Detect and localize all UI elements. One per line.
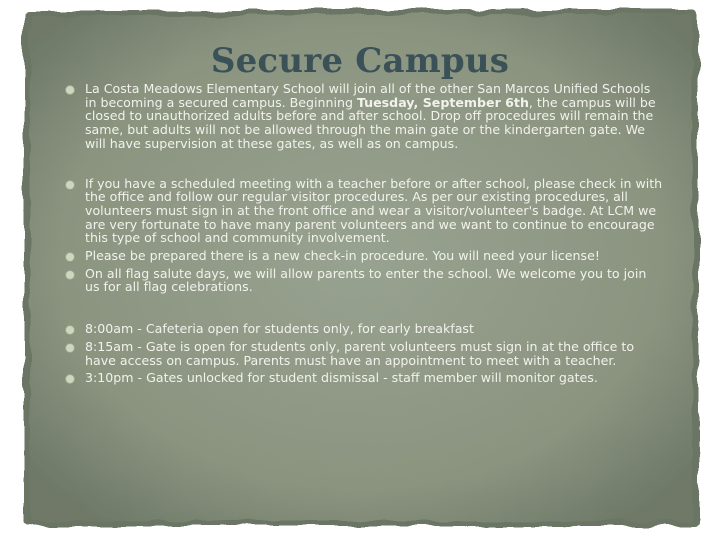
bullet-item: [64, 322, 664, 336]
bullet-item: [64, 371, 664, 385]
bullet-dot-icon: [65, 270, 75, 280]
bullet-dot-icon: [65, 343, 75, 353]
bullet-text: 8:00am - Cafeteria open for students only, for early breakfast: [85, 321, 474, 337]
bullet-text: On all flag salute days, we will allow parents to enter the school. We welcome you to join us for all flag celebrations.: [85, 265, 647, 295]
bullet-date-bold: Tuesday, September 6th: [356, 94, 529, 110]
bullet-dot-icon: [65, 374, 75, 384]
bullet-list: [64, 82, 664, 385]
page-title: Secure Campus: [210, 41, 510, 81]
bullet-item: [64, 249, 664, 263]
bullet-item: [64, 267, 664, 294]
bullet-text: If you have a scheduled meeting with a teacher before or after school, please check in with the office and follow our regular visitor procedures. As per our existing procedures, all volunteers must sign in at the front office and wear a visitor/volunteer's badge. At LCM we are very fortunate to have many parent volunteers and we want to continue to encourage this type of school and community involvement.: [85, 175, 663, 246]
bullet-text: 3:10pm - Gates unlocked for student dismissal - staff member will monitor gates.: [85, 370, 598, 386]
bullet-text: 8:15am - Gate is open for students only, parent volunteers must sign in at the office to have access on campus. Parents must have an appointment to meet with a teacher.: [85, 338, 635, 368]
bullet-text: , the campus will be closed to unauthorized adults before and after school. Drop off procedures will remain the same, but adults will not be allowed through the main gate or the kindergarten gate. We will have supervision at these gates, as well as on campus.: [85, 94, 656, 151]
bullet-item: [64, 177, 664, 246]
bullet-dot-icon: [65, 325, 75, 335]
bullet-dot-icon: [65, 85, 75, 95]
bullet-dot-icon: [65, 252, 75, 262]
bullet-item: [64, 82, 664, 151]
bullet-text: La Costa Meadows Elementary School will join all of the other San Marcos Unified Schools in becoming a secured campus. Beginning: [85, 81, 651, 110]
bullet-text: Please be prepared there is a new check-in procedure. You will need your license!: [85, 248, 600, 264]
bullet-item: [64, 340, 664, 367]
bullet-dot-icon: [65, 180, 75, 190]
